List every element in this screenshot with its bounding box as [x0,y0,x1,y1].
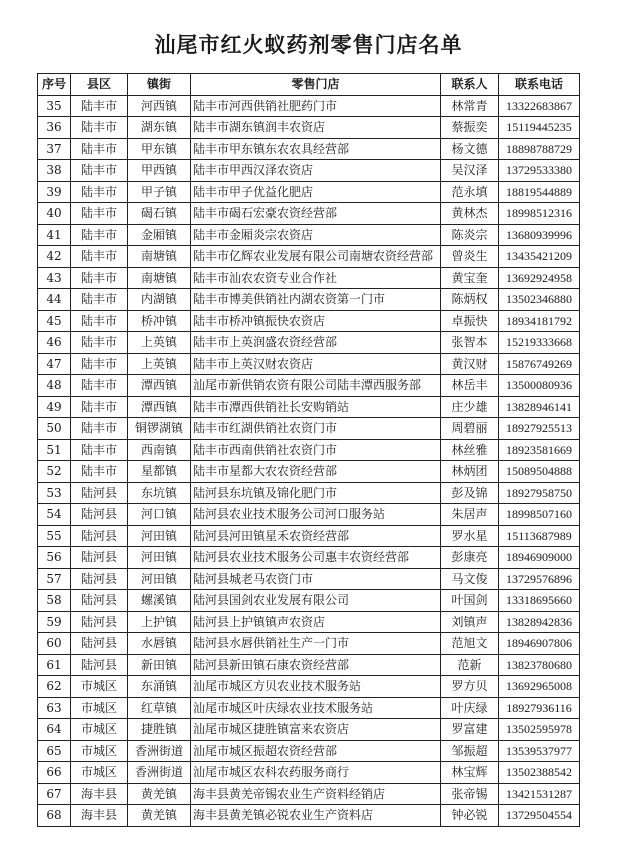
phone-cell: 13502595978 [499,719,580,741]
table-row [38,203,580,225]
store-name-cell: 陆河县农业技术服务公司惠丰农资经营部 [191,547,441,569]
serial-cell: 45 [38,310,71,332]
table-row [38,418,580,440]
store-name-cell: 陆丰市西南供销社农资门市 [191,439,441,461]
county-cell: 陆丰市 [71,203,128,225]
phone-cell: 18946907806 [499,633,580,655]
phone-cell: 18927925513 [499,418,580,440]
town-cell: 水唇镇 [128,633,191,655]
phone-cell: 13729576896 [499,568,580,590]
store-name-cell: 陆丰市桥冲镇振快农资店 [191,310,441,332]
serial-cell: 64 [38,719,71,741]
county-cell: 陆丰市 [71,181,128,203]
phone-cell: 13692965008 [499,676,580,698]
contact-cell: 张帝锡 [441,783,499,805]
page-title: 汕尾市红火蚁药剂零售门店名单 [154,33,463,57]
contact-cell: 钟必锐 [441,805,499,827]
town-cell: 新田镇 [128,654,191,676]
county-cell: 陆河县 [71,633,128,655]
store-name-cell: 陆丰市亿辉农业发展有限公司南塘农资经营部 [191,246,441,268]
store-name-cell: 陆丰市甲子优益化肥店 [191,181,441,203]
contact-cell: 彭及锦 [441,482,499,504]
serial-cell: 55 [38,525,71,547]
table-header-row [38,74,580,96]
phone-cell: 13828942836 [499,611,580,633]
table-row [38,95,580,117]
town-cell: 上英镇 [128,332,191,354]
county-cell: 陆丰市 [71,461,128,483]
county-cell: 陆丰市 [71,138,128,160]
serial-cell: 57 [38,568,71,590]
serial-cell: 58 [38,590,71,612]
town-cell: 河口镇 [128,504,191,526]
store-name-cell: 汕尾市新供销农资有限公司陆丰潭西服务部 [191,375,441,397]
county-cell: 市城区 [71,719,128,741]
contact-cell: 范永填 [441,181,499,203]
table-row [38,181,580,203]
county-cell: 海丰县 [71,783,128,805]
table-row [38,590,580,612]
county-cell: 市城区 [71,697,128,719]
table-row [38,375,580,397]
serial-cell: 37 [38,138,71,160]
serial-cell: 52 [38,461,71,483]
serial-cell: 59 [38,611,71,633]
table-row [38,439,580,461]
county-cell: 陆丰市 [71,310,128,332]
town-cell: 甲西镇 [128,160,191,182]
store-name-cell: 陆河县水唇供销社生产一门市 [191,633,441,655]
county-cell: 陆丰市 [71,95,128,117]
store-name-cell: 汕尾市城区捷胜镇富来农资店 [191,719,441,741]
county-cell: 陆丰市 [71,224,128,246]
town-cell: 黄羌镇 [128,805,191,827]
contact-cell: 周碧丽 [441,418,499,440]
table-row [38,805,580,827]
town-cell: 西南镇 [128,439,191,461]
store-name-cell: 陆丰市河西供销社肥药门市 [191,95,441,117]
phone-cell: 13692924958 [499,267,580,289]
table-row [38,525,580,547]
contact-cell: 陈炳权 [441,289,499,311]
contact-cell: 卓振快 [441,310,499,332]
town-cell: 上英镇 [128,353,191,375]
county-cell: 陆丰市 [71,289,128,311]
contact-cell: 彭康亮 [441,547,499,569]
contact-cell: 张智本 [441,332,499,354]
serial-cell: 63 [38,697,71,719]
table-row [38,310,580,332]
serial-cell: 56 [38,547,71,569]
contact-cell: 罗富建 [441,719,499,741]
town-cell: 南塘镇 [128,246,191,268]
serial-cell: 51 [38,439,71,461]
town-cell: 南塘镇 [128,267,191,289]
phone-cell: 15113687989 [499,525,580,547]
header-town: 镇街 [128,74,191,96]
serial-cell: 35 [38,95,71,117]
contact-cell: 杨文德 [441,138,499,160]
town-cell: 上护镇 [128,611,191,633]
contact-cell: 林炳团 [441,461,499,483]
phone-cell: 15089504888 [499,461,580,483]
serial-cell: 60 [38,633,71,655]
header-county: 县区 [71,74,128,96]
county-cell: 陆河县 [71,590,128,612]
header-serial: 序号 [38,74,71,96]
contact-cell: 黄宝奎 [441,267,499,289]
town-cell: 内湖镇 [128,289,191,311]
table-row [38,611,580,633]
contact-cell: 林丝雅 [441,439,499,461]
county-cell: 陆丰市 [71,246,128,268]
store-name-cell: 汕尾市城区叶庆绿农业技术服务站 [191,697,441,719]
phone-cell: 18998507160 [499,504,580,526]
phone-cell: 13680939996 [499,224,580,246]
store-name-cell: 陆丰市星都大农农资经营部 [191,461,441,483]
table-row [38,332,580,354]
phone-cell: 13502388542 [499,762,580,784]
header-phone: 联系电话 [499,74,580,96]
table-row [38,633,580,655]
town-cell: 东涌镇 [128,676,191,698]
contact-cell: 叶国剑 [441,590,499,612]
contact-cell: 林常青 [441,95,499,117]
town-cell: 桥冲镇 [128,310,191,332]
contact-cell: 朱居声 [441,504,499,526]
town-cell: 湖东镇 [128,117,191,139]
town-cell: 铜锣湖镇 [128,418,191,440]
county-cell: 陆丰市 [71,160,128,182]
serial-cell: 39 [38,181,71,203]
town-cell: 捷胜镇 [128,719,191,741]
serial-cell: 46 [38,332,71,354]
town-cell: 香洲街道 [128,762,191,784]
county-cell: 陆河县 [71,654,128,676]
contact-cell: 邹振超 [441,740,499,762]
town-cell: 河田镇 [128,547,191,569]
serial-cell: 68 [38,805,71,827]
county-cell: 陆丰市 [71,353,128,375]
store-name-cell: 陆丰市甲东镇东农农具经营部 [191,138,441,160]
phone-cell: 18898788729 [499,138,580,160]
phone-cell: 18819544889 [499,181,580,203]
county-cell: 陆河县 [71,547,128,569]
town-cell: 甲东镇 [128,138,191,160]
table-row [38,353,580,375]
table-row [38,289,580,311]
serial-cell: 47 [38,353,71,375]
serial-cell: 67 [38,783,71,805]
county-cell: 陆河县 [71,504,128,526]
town-cell: 碣石镇 [128,203,191,225]
county-cell: 陆丰市 [71,375,128,397]
phone-cell: 13729533380 [499,160,580,182]
phone-cell: 18998512316 [499,203,580,225]
county-cell: 市城区 [71,762,128,784]
phone-cell: 13500080936 [499,375,580,397]
serial-cell: 38 [38,160,71,182]
county-cell: 市城区 [71,740,128,762]
store-name-cell: 陆丰市金厢炎宗农资店 [191,224,441,246]
store-name-cell: 陆河县国剑农业发展有限公司 [191,590,441,612]
county-cell: 海丰县 [71,805,128,827]
serial-cell: 36 [38,117,71,139]
contact-cell: 马文俊 [441,568,499,590]
serial-cell: 62 [38,676,71,698]
store-name-cell: 陆河县农业技术服务公司河口服务站 [191,504,441,526]
table-row [38,783,580,805]
serial-cell: 50 [38,418,71,440]
contact-cell: 范新 [441,654,499,676]
store-name-cell: 陆河县城老马农资门市 [191,568,441,590]
town-cell: 黄羌镇 [128,783,191,805]
contact-cell: 罗水星 [441,525,499,547]
phone-cell: 13421531287 [499,783,580,805]
contact-cell: 刘镇声 [441,611,499,633]
store-name-cell: 陆河县新田镇石康农资经营部 [191,654,441,676]
phone-cell: 13322683867 [499,95,580,117]
county-cell: 陆丰市 [71,117,128,139]
phone-cell: 13823780680 [499,654,580,676]
town-cell: 河田镇 [128,525,191,547]
table-row [38,461,580,483]
county-cell: 陆丰市 [71,396,128,418]
town-cell: 潭西镇 [128,396,191,418]
table-row [38,676,580,698]
contact-cell: 黄林杰 [441,203,499,225]
serial-cell: 43 [38,267,71,289]
store-name-cell: 陆丰市碣石宏豪农资经营部 [191,203,441,225]
store-list-table [37,73,580,827]
town-cell: 螺溪镇 [128,590,191,612]
contact-cell: 蔡振奕 [441,117,499,139]
serial-cell: 49 [38,396,71,418]
contact-cell: 林岳丰 [441,375,499,397]
header-contact: 联系人 [441,74,499,96]
store-name-cell: 陆河县东坑镇及锦化肥门市 [191,482,441,504]
phone-cell: 15119445235 [499,117,580,139]
header-store: 零售门店 [191,74,441,96]
county-cell: 陆河县 [71,525,128,547]
serial-cell: 41 [38,224,71,246]
table-row [38,246,580,268]
store-name-cell: 海丰县黄羌镇必锐农业生产资料店 [191,805,441,827]
phone-cell: 18923581669 [499,439,580,461]
store-name-cell: 汕尾市城区方贝农业技术服务站 [191,676,441,698]
table-row [38,654,580,676]
town-cell: 星都镇 [128,461,191,483]
store-name-cell: 陆丰市博美供销社内湖农资第一门市 [191,289,441,311]
phone-cell: 15876749269 [499,353,580,375]
serial-cell: 40 [38,203,71,225]
serial-cell: 48 [38,375,71,397]
county-cell: 陆丰市 [71,418,128,440]
table-row [38,482,580,504]
store-name-cell: 陆丰市上英润盛农资经营部 [191,332,441,354]
county-cell: 陆河县 [71,611,128,633]
contact-cell: 曾炎生 [441,246,499,268]
contact-cell: 吴汉泽 [441,160,499,182]
store-name-cell: 汕尾市城区振超农资经营部 [191,740,441,762]
table-row [38,740,580,762]
table-row [38,568,580,590]
phone-cell: 18934181792 [499,310,580,332]
serial-cell: 61 [38,654,71,676]
phone-cell: 15219333668 [499,332,580,354]
town-cell: 东坑镇 [128,482,191,504]
county-cell: 陆丰市 [71,332,128,354]
phone-cell: 13828946141 [499,396,580,418]
store-name-cell: 陆河县上护镇镇声农资店 [191,611,441,633]
county-cell: 陆丰市 [71,439,128,461]
table-row [38,762,580,784]
table-row [38,504,580,526]
town-cell: 河田镇 [128,568,191,590]
store-name-cell: 陆丰市汕农农资专业合作社 [191,267,441,289]
phone-cell: 13539537977 [499,740,580,762]
phone-cell: 13729504554 [499,805,580,827]
town-cell: 潭西镇 [128,375,191,397]
town-cell: 金厢镇 [128,224,191,246]
table-row [38,160,580,182]
serial-cell: 44 [38,289,71,311]
serial-cell: 54 [38,504,71,526]
table-row [38,117,580,139]
phone-cell: 13318695660 [499,590,580,612]
store-name-cell: 陆丰市红湖供销社农资门市 [191,418,441,440]
county-cell: 陆河县 [71,482,128,504]
table-row [38,697,580,719]
county-cell: 市城区 [71,676,128,698]
serial-cell: 65 [38,740,71,762]
town-cell: 红草镇 [128,697,191,719]
town-cell: 甲子镇 [128,181,191,203]
town-cell: 香洲街道 [128,740,191,762]
phone-cell: 18927958750 [499,482,580,504]
store-name-cell: 陆丰市潭西供销社长安购销站 [191,396,441,418]
phone-cell: 18927936116 [499,697,580,719]
contact-cell: 庄少雄 [441,396,499,418]
store-name-cell: 汕尾市城区农科农药服务商行 [191,762,441,784]
contact-cell: 叶庆绿 [441,697,499,719]
table-row [38,547,580,569]
phone-cell: 13435421209 [499,246,580,268]
serial-cell: 66 [38,762,71,784]
phone-cell: 18946909000 [499,547,580,569]
store-name-cell: 陆河县河田镇星禾农资经营部 [191,525,441,547]
county-cell: 陆丰市 [71,267,128,289]
contact-cell: 黄汉财 [441,353,499,375]
phone-cell: 13502346880 [499,289,580,311]
serial-cell: 53 [38,482,71,504]
table-row [38,138,580,160]
store-name-cell: 陆丰市甲西汉泽农资店 [191,160,441,182]
serial-cell: 42 [38,246,71,268]
contact-cell: 范旭文 [441,633,499,655]
county-cell: 陆河县 [71,568,128,590]
table-row [38,396,580,418]
store-name-cell: 海丰县黄羌帝锡农业生产资料经销店 [191,783,441,805]
table-row [38,267,580,289]
store-name-cell: 陆丰市上英汉财农资店 [191,353,441,375]
contact-cell: 林宝辉 [441,762,499,784]
contact-cell: 罗方贝 [441,676,499,698]
store-name-cell: 陆丰市湖东镇润丰农资店 [191,117,441,139]
town-cell: 河西镇 [128,95,191,117]
table-row [38,719,580,741]
contact-cell: 陈炎宗 [441,224,499,246]
table-row [38,224,580,246]
